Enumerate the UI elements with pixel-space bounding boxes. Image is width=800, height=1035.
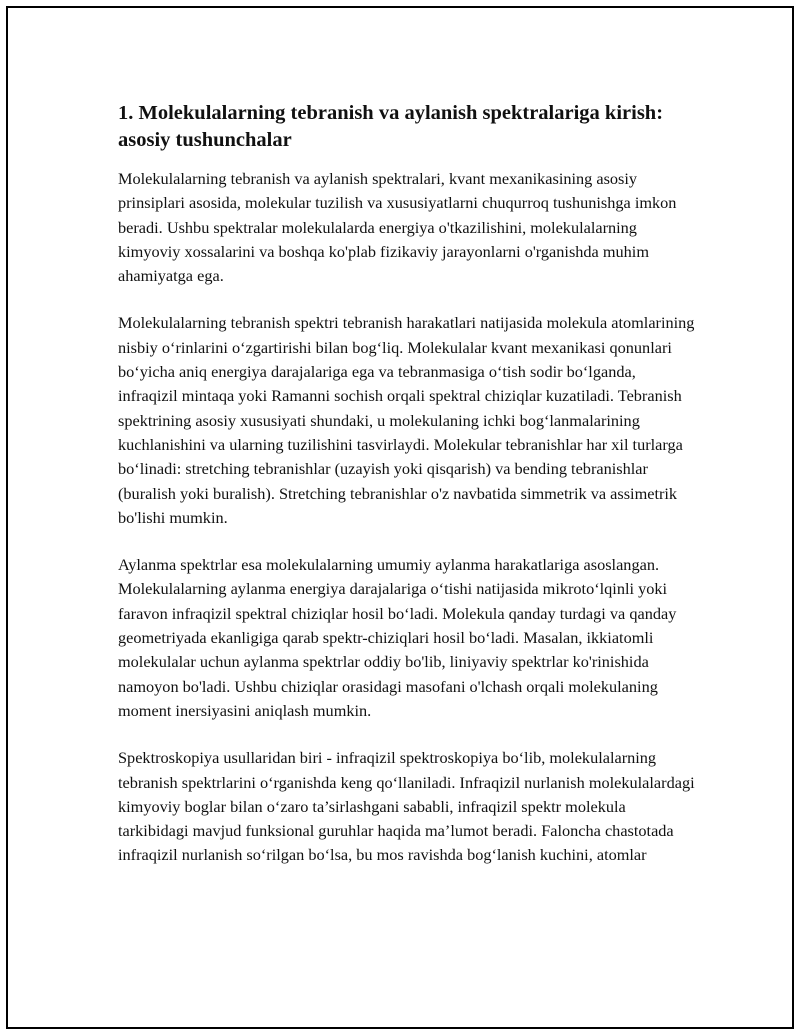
- paragraph-vibrational-spectrum: Molekulalarning tebranish spektri tebranish harakatlari natijasida molekula atomlarining nisbiy o‘rinlarini o‘zgartirishi bilan bog‘liq. Molekulalar kvant mexanikasi qonunlari bo‘yicha aniq energiya darajalariga ega va tebranmasiga o‘tish sodir bo‘lganda, infraqizil mintaqa yoki Ramanni sochish orqali spektral chiziqlar kuzatiladi. Tebranish spektrining asosiy xususiyati shundaki, u molekulaning ichki bog‘lanmalarining kuchlanishini va ularning tuzilishini tasvirlaydi. Molekular tebranishlar har xil turlarga bo‘linadi: stretching tebranishlar (uzayish yoki qisqarish) va bending tebranishlar (buralish yoki buralish). Stretching tebranishlar o'z navbatida simmetrik va assimetrik bo'lishi mumkin.: [118, 313, 695, 527]
- paragraph-intro: Molekulalarning tebranish va aylanish spektralari, kvant mexanikasining asosiy prinsiplari asosida, molekular tuzilish va xususiyatlarni chuqurroq tushunishga imkon beradi. Ushbu spektralar molekulalarda energiya o'tkazilishini, molekulalarning kimyoviy xossalarini va boshqa ko'plab fizikaviy jarayonlarni o'rganishda muhim ahamiyatga ega.: [118, 169, 677, 286]
- document-title: 1. Molekulalarning tebranish va aylanish spektralariga kirish: asosiy tushunchalar: [118, 102, 664, 151]
- paragraph-ir-spectroscopy: Spektroskopiya usullaridan biri - infraqizil spektroskopiya bo‘lib, molekulalarning tebranish spektrlarini o‘rganishda keng qo‘llaniladi. Infraqizil nurlanish molekulalardagi kimyoviy boglar bilan o‘zaro ta’sirlashgani sababli, infraqizil spektr molekula tarkibidagi mavjud funksional guruhlar haqida ma’lumot beradi. Faloncha chastotada infraqizil nurlanish so‘rilgan bo‘lsa, bu mos ravishda bog‘lanish kuchini, atomlar: [118, 748, 695, 865]
- page-frame: [6, 6, 794, 1029]
- paragraph-rotational-spectrum: Aylanma spektrlar esa molekulalarning umumiy aylanma harakatlariga asoslangan. Molekulalarning aylanma energiya darajalariga o‘tishi natijasida mikroto‘lqinli yoki faravon infraqizil spektral chiziqlar hosil bo‘ladi. Molekula qanday turdagi va qanday geometriyada ekanligiga qarab spektr-chiziqlari hosil bo‘ladi. Masalan, ikkiatomli molekulalar uchun aylanma spektrlar oddiy bo'lib, liniyaviy spektrlar ko'rinishida namoyon bo'ladi. Ushbu chiziqlar orasidagi masofani o'lchash orqali molekulaning moment inersiyasini aniqlash mumkin.: [118, 555, 677, 720]
- document-body: [118, 100, 698, 891]
